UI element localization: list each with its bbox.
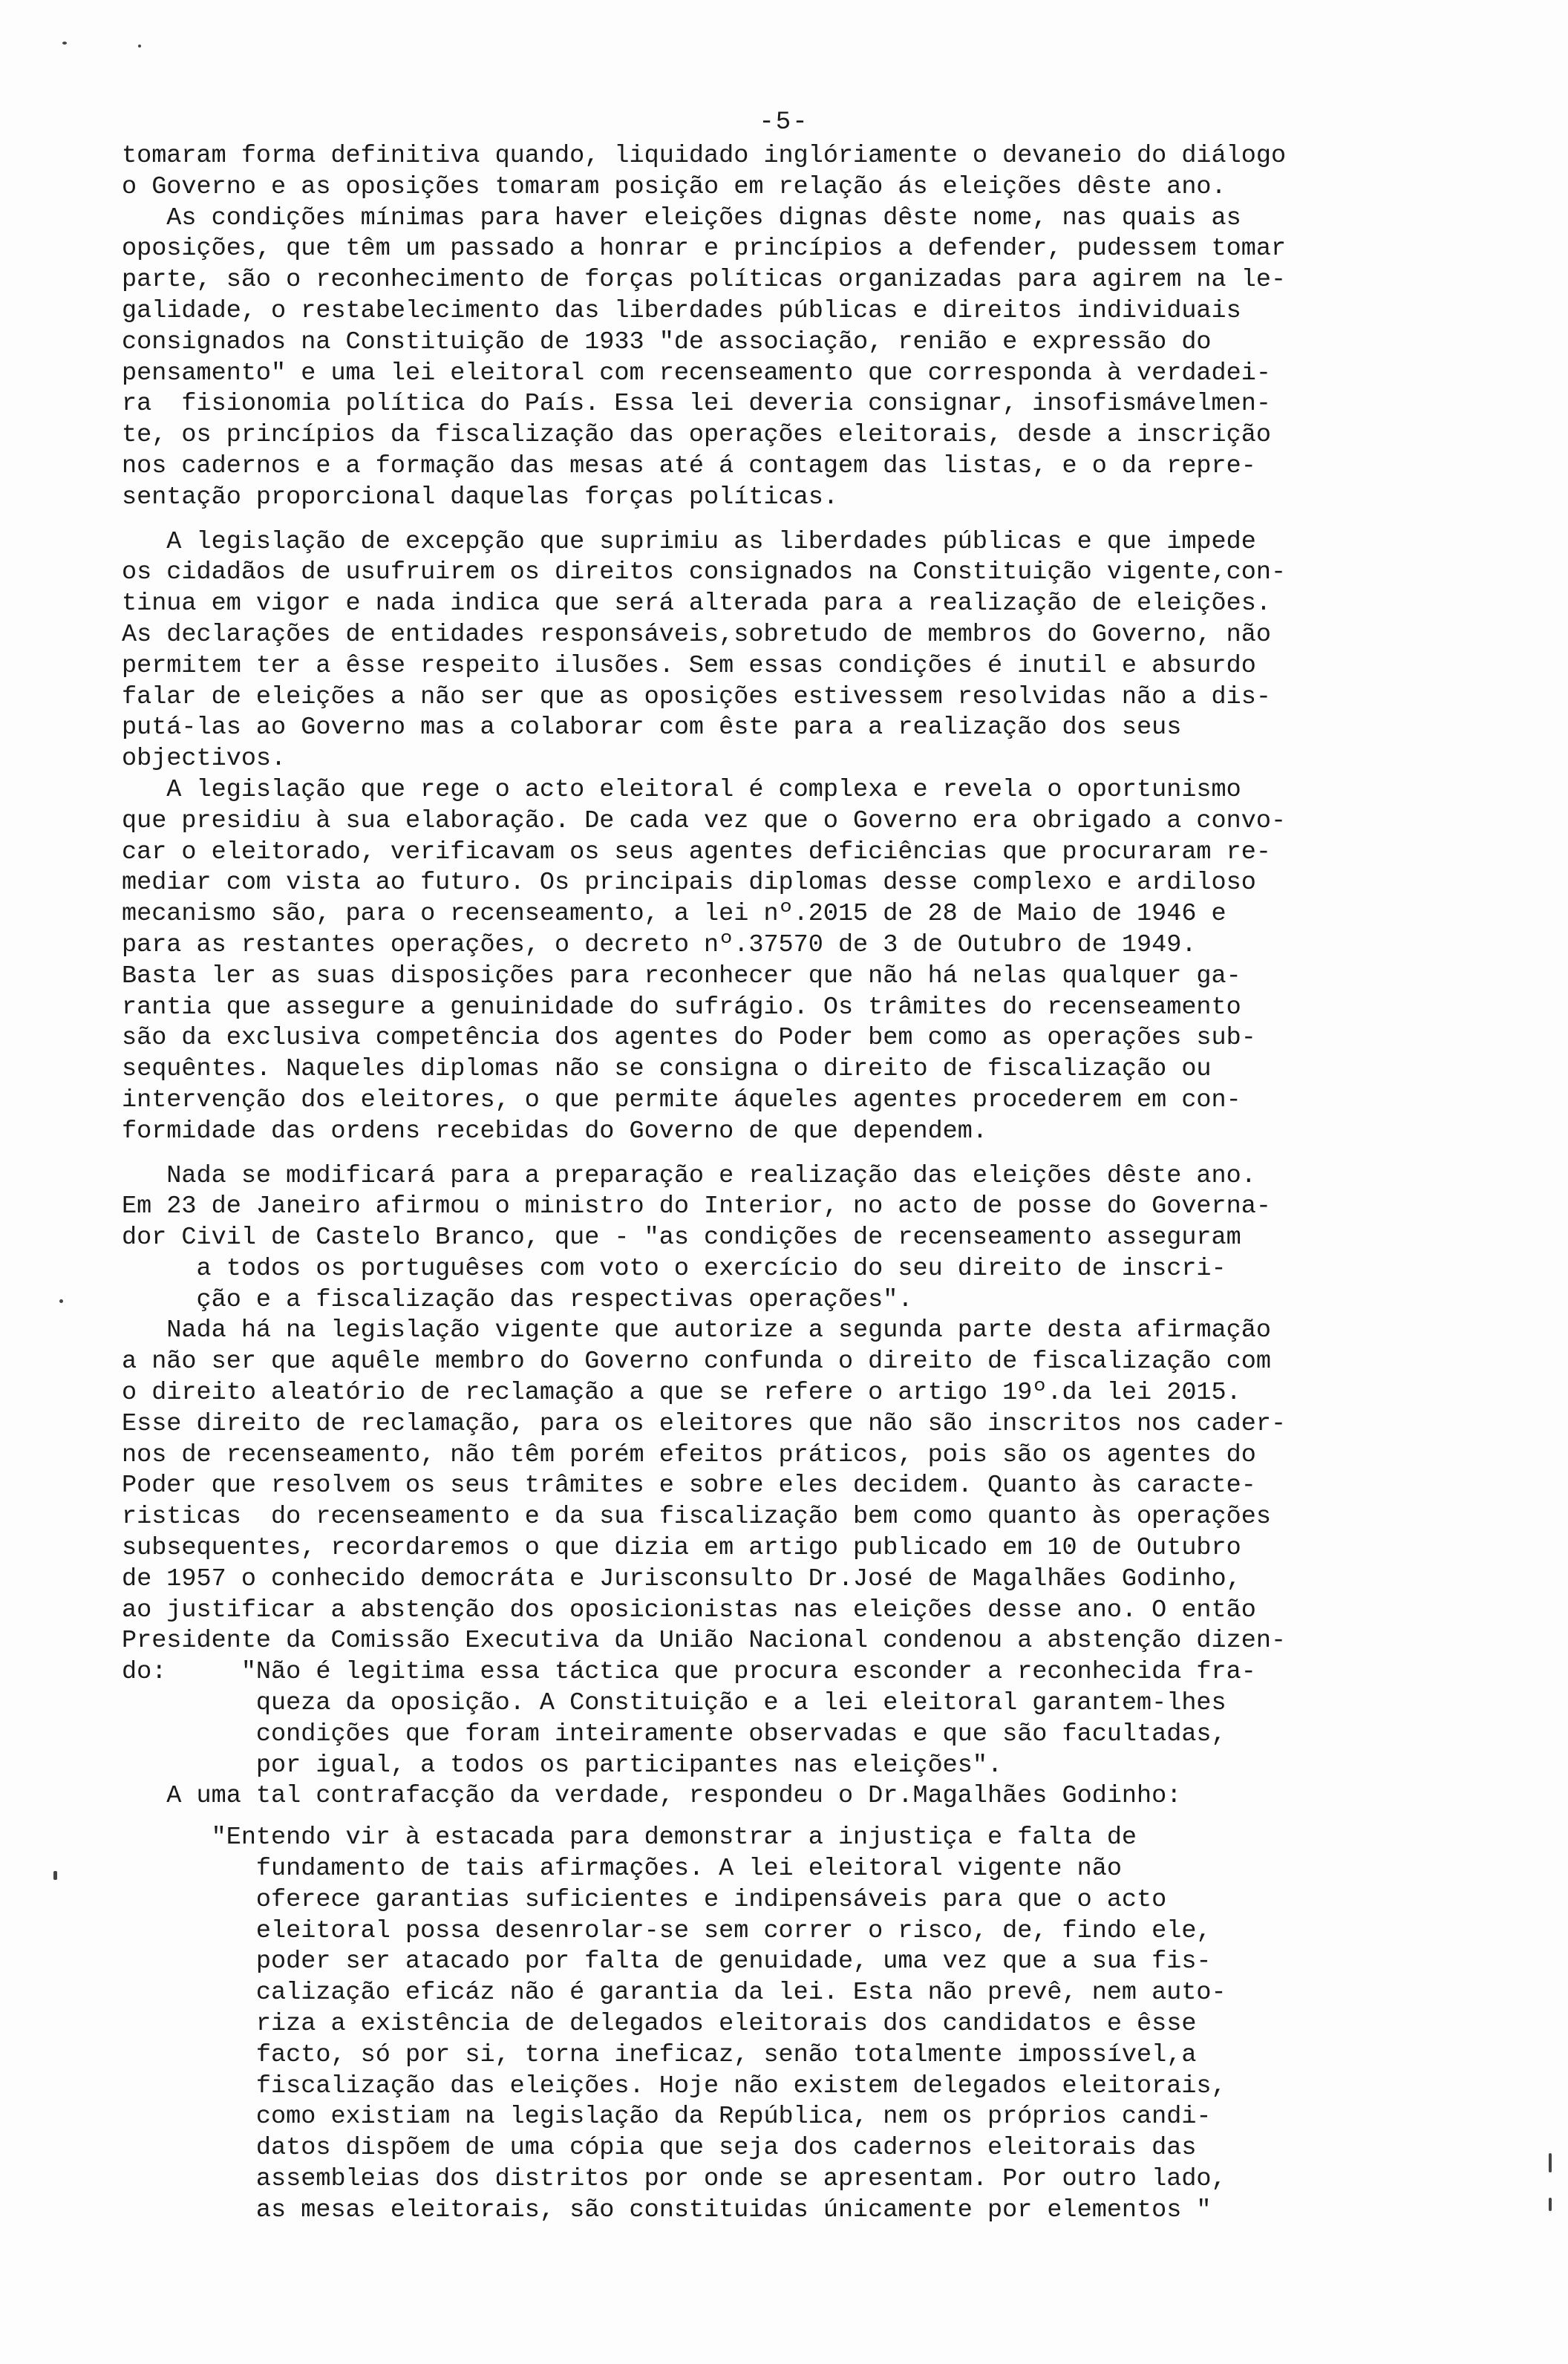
text-line: A legislação que rege o acto eleitoral é complexa e revela o oportunismo	[122, 775, 1241, 804]
text-line: ao justificar a abstenção dos oposicionistas nas eleições desse ano. O então	[122, 1596, 1256, 1625]
text-line: as mesas eleitorais, são constituidas únicamente por elementos "	[122, 2195, 1212, 2224]
text-line: galidade, o restabelecimento das liberdades públicas e direitos individuais	[122, 296, 1241, 325]
text-line: putá-las ao Governo mas a colaborar com êste para a realização dos seus	[122, 714, 1182, 742]
text-line: As declarações de entidades responsáveis,sobretudo de membros do Governo, não	[122, 620, 1271, 649]
scan-speck	[1549, 2198, 1552, 2211]
text-line: os cidadãos de usufruirem os direitos consignados na Constituição vigente,con-	[122, 558, 1287, 587]
paragraph-gap	[122, 514, 1480, 527]
text-line: Esse direito de reclamação, para os eleitores que não são inscritos nos cader-	[122, 1409, 1287, 1438]
text-line: Nada há na legislação vigente que autorize a segunda parte desta afirmação	[122, 1316, 1271, 1345]
text-line: risticas do recenseamento e da sua fiscalização bem como quanto às operações	[122, 1503, 1271, 1532]
paragraph-gap	[122, 1812, 1480, 1823]
text-line: queza da oposição. A Constituição e a lei eleitoral garantem-lhes	[122, 1689, 1226, 1718]
text-line: a não ser que aquêle membro do Governo confunda o direito de fiscalização com	[122, 1348, 1271, 1377]
text-line: como existiam na legislação da República, nem os próprios candi-	[122, 2103, 1212, 2132]
text-line: consignados na Constituição de 1933 "de associação, renião e expressão do	[122, 327, 1212, 356]
text-line: car o eleitorado, verificavam os seus agentes deficiências que procuraram re-	[122, 837, 1271, 866]
text-line: fundamento de tais afirmações. A lei eleitoral vigente não	[122, 1855, 1122, 1884]
scan-speck	[62, 42, 67, 45]
text-line: do: "Não é legitima essa táctica que procura esconder a reconhecida fra-	[122, 1658, 1256, 1687]
text-line: te, os princípios da fiscalização das operações eleitorais, desde a inscrição	[122, 421, 1271, 450]
page-number: -5-	[759, 108, 809, 137]
text-line: a todos os portuguêses com voto o exercício do seu direito de inscri-	[122, 1254, 1226, 1283]
paragraph	[122, 1781, 1480, 1812]
paragraph	[122, 775, 1480, 1148]
text-line: Em 23 de Janeiro afirmou o ministro do Interior, no acto de posse do Governa-	[122, 1192, 1271, 1221]
text-line: Nada se modificará para a preparação e realização das eleições dêste ano.	[122, 1161, 1256, 1190]
text-line: eleitoral possa desenrolar-se sem correr o risco, de, findo ele,	[122, 1916, 1212, 1945]
text-line: poder ser atacado por falta de genuidade, uma vez que a sua fis-	[122, 1947, 1212, 1976]
paragraph	[122, 1161, 1480, 1316]
text-line: datos dispõem de uma cópia que seja dos cadernos eleitorais das	[122, 2134, 1197, 2163]
text-line: para as restantes operações, o decreto nº.37570 de 3 de Outubro de 1949.	[122, 930, 1197, 959]
text-line: oposições, que têm um passado a honrar e princípios a defender, pudessem tomar	[122, 235, 1287, 264]
text-line: fiscalização das eleições. Hoje não existem delegados eleitorais,	[122, 2071, 1226, 2100]
text-line: dor Civil de Castelo Branco, que - "as condições de recenseamento asseguram	[122, 1224, 1241, 1253]
text-line: "Entendo vir à estacada para demonstrar a injustiça e falta de	[122, 1823, 1137, 1852]
text-line: assembleias dos distritos por onde se apresentam. Por outro lado,	[122, 2165, 1226, 2193]
text-line: Basta ler as suas disposições para reconhecer que não há nelas qualquer ga-	[122, 961, 1241, 990]
text-line: de 1957 o conhecido democráta e Jurisconsulto Dr.José de Magalhães Godinho,	[122, 1564, 1241, 1593]
text-line: o direito aleatório de reclamação a que se refere o artigo 19º.da lei 2015.	[122, 1379, 1241, 1408]
text-line: oferece garantias suficientes e indipensáveis para que o acto	[122, 1885, 1167, 1914]
text-line: por igual, a todos os participantes nas eleições".	[122, 1751, 1003, 1780]
text-line: formidade das ordens recebidas do Governo de que dependem.	[122, 1117, 987, 1146]
text-line: tinua em vigor e nada indica que será alterada para a realização de eleições.	[122, 590, 1271, 618]
paragraph	[122, 1823, 1480, 2226]
scan-speck	[138, 45, 141, 48]
paragraph	[122, 527, 1480, 775]
paragraph	[122, 141, 1480, 514]
text-line: condições que foram inteiramente observadas e que são facultadas,	[122, 1720, 1226, 1748]
body-text	[122, 141, 1480, 2227]
text-line: permitem ter a êsse respeito ilusões. Sem essas condições é inutil e absurdo	[122, 651, 1256, 680]
text-line: intervenção dos eleitores, o que permite áqueles agentes procederem em con-	[122, 1085, 1241, 1114]
text-line: facto, só por si, torna ineficaz, senão totalmente impossível,a	[122, 2040, 1197, 2069]
scan-speck	[59, 1299, 63, 1303]
scan-speck	[1549, 2153, 1552, 2172]
text-line: ra fisionomia política do País. Essa lei deveria consignar, insofismávelmen-	[122, 390, 1271, 419]
scan-speck	[53, 1871, 57, 1880]
paragraph-gap	[122, 1148, 1480, 1161]
text-line: rantia que assegure a genuinidade do sufrágio. Os trâmites do recenseamento	[122, 993, 1241, 1022]
text-line: nos cadernos e a formação das mesas até á contagem das listas, e o da repre-	[122, 451, 1256, 480]
text-line: pensamento" e uma lei eleitoral com recenseamento que corresponda à verdadei-	[122, 359, 1271, 388]
text-line: Poder que resolvem os seus trâmites e sobre eles decidem. Quanto às caracte-	[122, 1472, 1256, 1501]
text-line: A uma tal contrafacção da verdade, respondeu o Dr.Magalhães Godinho:	[122, 1782, 1182, 1811]
text-line: sentação proporcional daquelas forças políticas.	[122, 483, 838, 512]
text-line: nos de recenseamento, não têm porém efeitos práticos, pois são os agentes do	[122, 1440, 1256, 1469]
text-line: falar de eleições a não ser que as oposições estivessem resolvidas não a dis-	[122, 682, 1271, 711]
text-line: que presidiu à sua elaboração. De cada vez que o Governo era obrigado a convo-	[122, 806, 1287, 835]
text-line: subsequentes, recordaremos o que dizia em artigo publicado em 10 de Outubro	[122, 1534, 1241, 1563]
text-line: calização eficáz não é garantia da lei. Esta não prevê, nem auto-	[122, 1979, 1226, 2008]
text-line: parte, são o reconhecimento de forças políticas organizadas para agirem na le-	[122, 266, 1287, 295]
text-line: riza a existência de delegados eleitorais dos candidatos e êsse	[122, 2010, 1197, 2039]
paragraph	[122, 1316, 1480, 1781]
text-line: mediar com vista ao futuro. Os principais diplomas desse complexo e ardiloso	[122, 869, 1256, 898]
text-line: ção e a fiscalização das respectivas operações".	[122, 1285, 913, 1314]
text-line: tomaram forma definitiva quando, liquidado inglóriamente o devaneio do diálogo	[122, 142, 1287, 170]
text-line: mecanismo são, para o recenseamento, a lei nº.2015 de 28 de Maio de 1946 e	[122, 900, 1226, 929]
text-line: sequêntes. Naqueles diplomas não se consigna o direito de fiscalização ou	[122, 1055, 1212, 1084]
text-line: são da exclusiva competência dos agentes do Poder bem como as operações sub-	[122, 1024, 1256, 1053]
text-line: o Governo e as oposições tomaram posição em relação ás eleições dêste ano.	[122, 172, 1226, 201]
text-line: objectivos.	[122, 745, 287, 774]
text-line: As condições mínimas para haver eleições dignas dêste nome, nas quais as	[122, 203, 1241, 232]
text-line: A legislação de excepção que suprimiu as liberdades públicas e que impede	[122, 527, 1256, 556]
text-line: Presidente da Comissão Executiva da União Nacional condenou a abstenção dizen-	[122, 1627, 1287, 1656]
